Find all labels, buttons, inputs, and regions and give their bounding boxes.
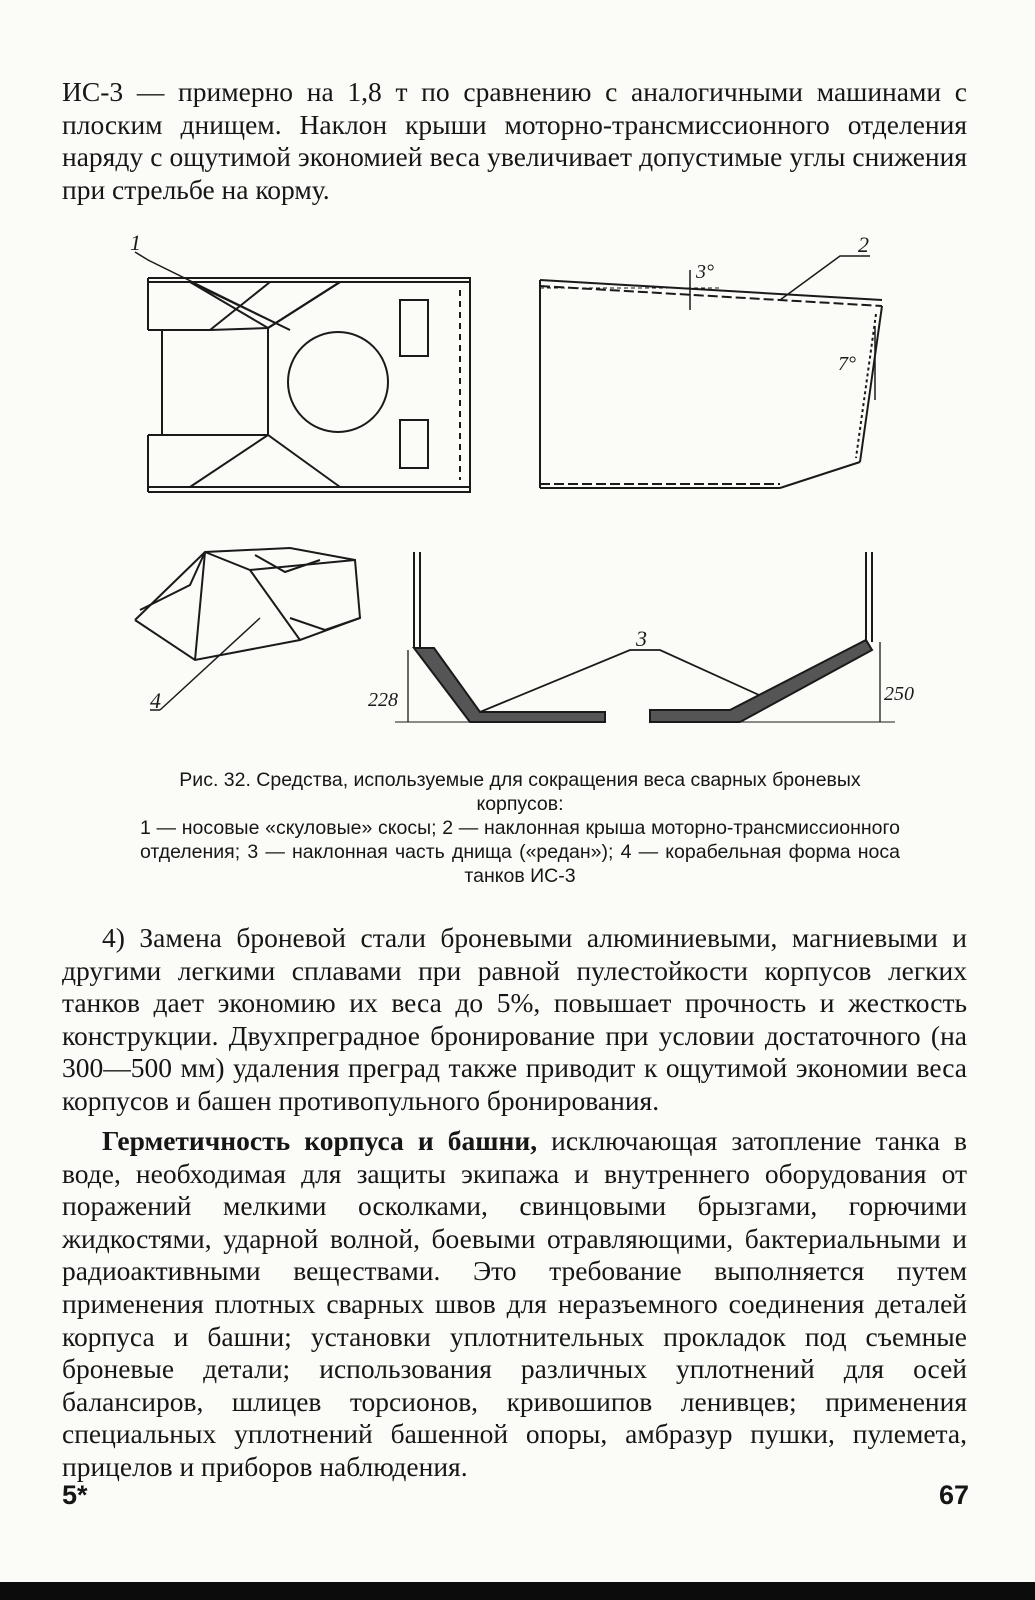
sealing-text: исключающая затопление танка в воде, необходимая для защиты экипажа и внутреннего оборудования от поражений мелкими осколками, свинцовыми брызгами, горючими жидкостями, ударной волной, боевыми отравляющими, бактериальными и радиоактивными веществами. Это требование выполняется путем применения плотных сварных швов для неразъемного соединения деталей корпуса и башни; установки уплотнительных прокладок под съемные броневые детали; использования различных уплотнений для осей балансиров, шлицев торсионов, кривошипов ленивцев; применения специальных уплотнений башенной опоры, амбразур пушки, пулемета, прицелов и приборов наблюдения. [62, 1125, 967, 1482]
sealing-heading: Герметичность корпуса и башни, [102, 1125, 538, 1156]
label-angle-7: 7° [838, 353, 856, 375]
figure-caption [140, 768, 900, 888]
label-1: 1 [130, 230, 141, 255]
label-4: 4 [150, 688, 161, 713]
figure-drawing [0, 230, 1035, 760]
caption-legend: 1 — носовые «скуловые» скосы; 2 — наклонная крыша моторно-трансмиссионного отделения; 3 — наклонная часть днища («редан»); 4 — корабельная форма носа танков ИС-3 [140, 817, 900, 887]
label-angle-3: 3° [696, 261, 714, 283]
label-3: 3 [636, 626, 647, 651]
plan-view-hull [148, 278, 470, 492]
nose-3d-view [135, 548, 360, 710]
label-dim-228: 228 [368, 689, 398, 711]
signature-mark: 5* [62, 1480, 88, 1510]
top-paragraph: ИС-3 — примерно на 1,8 т по сравнению с аналогичными машинами с плоским днищем. Наклон крыши моторно-трансмиссионного отделения наряду с ощутимой экономией веса увеличивает допустимые углы снижения при стрельбе на корму. [62, 76, 967, 205]
label-2: 2 [858, 232, 869, 257]
paragraph-4: 4) Замена броневой стали броневыми алюминиевыми, магниевыми и другими легкими сплавами при равной пулестойкости корпусов легких танков дает экономию их веса до 5%, повышает прочность и жесткость конструкции. Двухпреградное бронирование при условии достаточного (на 300—500 мм) удаления преград также приводит к ощутимой экономии веса корпусов и башен противопульного бронирования. [62, 922, 967, 1116]
figure-32 [0, 230, 1035, 760]
scan-edge [0, 1582, 1035, 1600]
side-view-hull [540, 256, 882, 488]
label-dim-250: 250 [884, 683, 914, 705]
paragraph-sealing [62, 1125, 967, 1484]
page-number: 67 [938, 1480, 969, 1510]
caption-title: Рис. 32. Средства, используемые для сокращения веса сварных броневых корпусов: [179, 769, 861, 815]
